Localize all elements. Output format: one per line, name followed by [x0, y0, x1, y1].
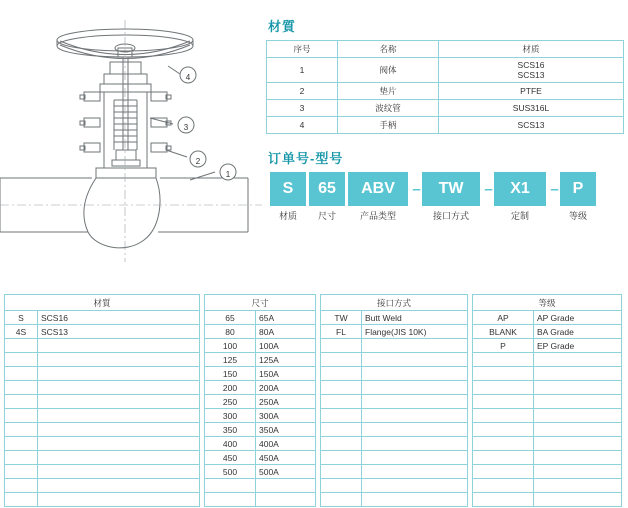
- cell-value: [362, 409, 468, 423]
- table-row: [5, 325, 200, 339]
- order-label-gap-1: [411, 209, 422, 222]
- cell-code: TW: [321, 311, 362, 325]
- table-row: [473, 311, 622, 325]
- table-header-row: [321, 295, 468, 311]
- cell-code: [205, 493, 256, 507]
- order-label-gap-2: [483, 209, 494, 222]
- cell-code: [5, 479, 38, 493]
- cell-code: 200: [205, 381, 256, 395]
- table-row: [267, 117, 624, 134]
- table-row: [321, 409, 468, 423]
- cell-code: [321, 367, 362, 381]
- cell-value: SCS16: [38, 311, 200, 325]
- order-code-size[interactable]: 65: [309, 172, 345, 206]
- cell-code: 250: [205, 395, 256, 409]
- cell-code: [205, 479, 256, 493]
- cell-value: [256, 493, 316, 507]
- table-row: [205, 395, 316, 409]
- table-row: [321, 423, 468, 437]
- table-row: [473, 381, 622, 395]
- col-header-grade-options: 等级: [473, 295, 622, 311]
- cell-code: [473, 493, 534, 507]
- cell-value: [38, 451, 200, 465]
- cell-value: [38, 465, 200, 479]
- cell-value: [534, 437, 622, 451]
- cell-code: BLANK: [473, 325, 534, 339]
- cell-value: [362, 381, 468, 395]
- table-row: [473, 353, 622, 367]
- order-code-material[interactable]: S: [270, 172, 306, 206]
- cell-no: 3: [267, 100, 338, 117]
- table-row: [205, 465, 316, 479]
- table-row: [5, 493, 200, 507]
- cell-value: 150A: [256, 367, 316, 381]
- cell-code: [5, 409, 38, 423]
- order-separator-1: –: [412, 180, 421, 198]
- cell-value: 125A: [256, 353, 316, 367]
- cell-code: [473, 381, 534, 395]
- cell-value: [38, 479, 200, 493]
- cell-code: 4S: [5, 325, 38, 339]
- cell-code: [321, 493, 362, 507]
- cell-value: Flange(JIS 10K): [362, 325, 468, 339]
- col-header-no: 序号: [267, 41, 338, 58]
- table-row: [473, 325, 622, 339]
- order-code-grade[interactable]: P: [560, 172, 596, 206]
- cell-code: [5, 465, 38, 479]
- col-header-name: 名称: [338, 41, 439, 58]
- cell-name: 垫片: [338, 83, 439, 100]
- table-row: [5, 311, 200, 325]
- order-label-row: [270, 209, 626, 222]
- cell-value: [38, 395, 200, 409]
- table-header-row: [267, 41, 624, 58]
- cell-no: 2: [267, 83, 338, 100]
- cell-name: 阀体: [338, 58, 439, 83]
- order-code-connection[interactable]: TW: [422, 172, 480, 206]
- cell-value: [362, 353, 468, 367]
- cell-code: [321, 465, 362, 479]
- table-row: [205, 367, 316, 381]
- cell-code: S: [5, 311, 38, 325]
- order-separator-2: –: [484, 180, 493, 198]
- order-label-material: 材质: [278, 211, 297, 221]
- order-section-title: 订单号-型号: [268, 151, 344, 166]
- table-header-row: [5, 295, 200, 311]
- cell-value: [38, 423, 200, 437]
- order-code-type[interactable]: ABV: [348, 172, 408, 206]
- table-row: [267, 58, 624, 83]
- cell-value: 100A: [256, 339, 316, 353]
- cell-code: [5, 437, 38, 451]
- table-row: [321, 451, 468, 465]
- table-row: [5, 451, 200, 465]
- cell-code: 300: [205, 409, 256, 423]
- cell-code: [473, 451, 534, 465]
- cell-value: [534, 479, 622, 493]
- table-row: [205, 381, 316, 395]
- cell-code: [473, 395, 534, 409]
- cell-value: [362, 395, 468, 409]
- table-row: [205, 451, 316, 465]
- connection-options-table: [320, 294, 468, 507]
- col-header-connection-options: 接口方式: [321, 295, 468, 311]
- cell-value: 200A: [256, 381, 316, 395]
- table-row: [5, 367, 200, 381]
- cell-value: 350A: [256, 423, 316, 437]
- table-row: [473, 493, 622, 507]
- table-header-row: [473, 295, 622, 311]
- grade-options-table: [472, 294, 622, 507]
- col-header-material: 材质: [439, 41, 624, 58]
- cell-code: [473, 465, 534, 479]
- cell-name: 手柄: [338, 117, 439, 134]
- table-row: [205, 325, 316, 339]
- cell-no: 4: [267, 117, 338, 134]
- table-row: [473, 409, 622, 423]
- table-row: [205, 353, 316, 367]
- table-row: [267, 100, 624, 117]
- table-row: [321, 465, 468, 479]
- valve-drawing: [0, 0, 262, 285]
- cell-value: [534, 367, 622, 381]
- cell-material: [439, 58, 624, 83]
- table-row: [321, 395, 468, 409]
- cell-code: [321, 409, 362, 423]
- cell-value: [362, 437, 468, 451]
- table-row: [5, 479, 200, 493]
- cell-code: [473, 423, 534, 437]
- table-row: [321, 381, 468, 395]
- table-row: [5, 409, 200, 423]
- table-row: [473, 437, 622, 451]
- cell-code: [473, 409, 534, 423]
- size-options-table: [204, 294, 316, 507]
- cell-code: [321, 451, 362, 465]
- cell-value: 65A: [256, 311, 316, 325]
- table-row: [5, 353, 200, 367]
- cell-value: 500A: [256, 465, 316, 479]
- cell-code: [321, 339, 362, 353]
- cell-code: FL: [321, 325, 362, 339]
- table-row: [5, 339, 200, 353]
- cell-material-line2: SCS13: [517, 70, 545, 80]
- order-separator-3: –: [550, 180, 559, 198]
- cell-value: [534, 353, 622, 367]
- cell-value: BA Grade: [534, 325, 622, 339]
- order-label-connection: 接口方式: [432, 211, 469, 221]
- cell-code: AP: [473, 311, 534, 325]
- cell-code: [5, 423, 38, 437]
- cell-value: [534, 381, 622, 395]
- table-row: [321, 367, 468, 381]
- order-label-type: 产品类型: [359, 211, 396, 221]
- cell-value: [38, 353, 200, 367]
- cell-value: [362, 423, 468, 437]
- callout-2: 2: [195, 157, 201, 167]
- cell-code: 100: [205, 339, 256, 353]
- cell-code: [473, 367, 534, 381]
- cell-value: [534, 423, 622, 437]
- cell-code: [321, 437, 362, 451]
- table-row: [321, 493, 468, 507]
- cell-value: [256, 479, 316, 493]
- table-row: [205, 311, 316, 325]
- table-row: [205, 423, 316, 437]
- material-options-table: [4, 294, 200, 507]
- cell-code: [473, 479, 534, 493]
- cell-value: 400A: [256, 437, 316, 451]
- cell-code: [5, 353, 38, 367]
- cell-value: [362, 493, 468, 507]
- cell-code: 125: [205, 353, 256, 367]
- table-row: [205, 493, 316, 507]
- order-code-custom[interactable]: X1: [494, 172, 546, 206]
- cell-value: [534, 451, 622, 465]
- order-label-grade: 等级: [568, 211, 587, 221]
- table-row: [321, 339, 468, 353]
- cell-code: 150: [205, 367, 256, 381]
- cell-material: SUS316L: [439, 100, 624, 117]
- col-header-size-options: 尺寸: [205, 295, 316, 311]
- table-row: [321, 325, 468, 339]
- cell-value: 250A: [256, 395, 316, 409]
- cell-code: [321, 479, 362, 493]
- order-label-size: 尺寸: [317, 211, 336, 221]
- table-row: [321, 311, 468, 325]
- table-header-row: [205, 295, 316, 311]
- cell-material: SCS13: [439, 117, 624, 134]
- material-table: [266, 40, 624, 134]
- table-row: [321, 479, 468, 493]
- callout-1: 1: [225, 170, 231, 180]
- cell-code: 65: [205, 311, 256, 325]
- order-code-row: [270, 172, 626, 206]
- cell-code: [5, 339, 38, 353]
- table-row: [473, 451, 622, 465]
- order-label-gap-3: [549, 209, 560, 222]
- cell-value: [534, 465, 622, 479]
- cell-code: [5, 395, 38, 409]
- cell-material-line1: SCS16: [517, 60, 545, 70]
- cell-value: [38, 367, 200, 381]
- table-row: [205, 409, 316, 423]
- cell-value: [362, 339, 468, 353]
- cell-name: 波纹管: [338, 100, 439, 117]
- table-row: [473, 479, 622, 493]
- cell-code: [321, 395, 362, 409]
- cell-value: [534, 409, 622, 423]
- cell-value: 450A: [256, 451, 316, 465]
- cell-value: [38, 493, 200, 507]
- cell-code: P: [473, 339, 534, 353]
- table-row: [205, 479, 316, 493]
- cell-value: SCS13: [38, 325, 200, 339]
- table-row: [473, 395, 622, 409]
- col-header-material-options: 材質: [5, 295, 200, 311]
- cell-code: [5, 381, 38, 395]
- table-row: [321, 437, 468, 451]
- cell-value: [362, 451, 468, 465]
- cell-code: [5, 493, 38, 507]
- cell-code: [5, 451, 38, 465]
- cell-value: Butt Weld: [362, 311, 468, 325]
- cell-value: [362, 465, 468, 479]
- cell-code: [473, 437, 534, 451]
- cell-material: PTFE: [439, 83, 624, 100]
- cell-value: [534, 395, 622, 409]
- cell-code: 350: [205, 423, 256, 437]
- cell-value: [362, 479, 468, 493]
- cell-value: [38, 437, 200, 451]
- table-row: [5, 423, 200, 437]
- cell-value: [534, 493, 622, 507]
- cell-value: [362, 367, 468, 381]
- table-row: [321, 353, 468, 367]
- table-row: [5, 437, 200, 451]
- cell-value: [38, 409, 200, 423]
- cell-code: [321, 353, 362, 367]
- table-row: [205, 339, 316, 353]
- table-row: [473, 423, 622, 437]
- table-row: [267, 83, 624, 100]
- cell-code: [321, 381, 362, 395]
- material-section-title: 材質: [268, 19, 297, 34]
- table-row: [473, 339, 622, 353]
- cell-value: [38, 381, 200, 395]
- cell-code: [321, 423, 362, 437]
- callout-3: 3: [183, 123, 189, 133]
- cell-code: 80: [205, 325, 256, 339]
- cell-value: 80A: [256, 325, 316, 339]
- cell-value: [38, 339, 200, 353]
- callout-4: 4: [185, 73, 191, 83]
- table-row: [473, 367, 622, 381]
- table-row: [5, 395, 200, 409]
- order-label-custom: 定制: [510, 211, 529, 221]
- table-row: [205, 437, 316, 451]
- table-row: [473, 465, 622, 479]
- table-row: [5, 465, 200, 479]
- cell-no: 1: [267, 58, 338, 83]
- cell-code: 400: [205, 437, 256, 451]
- cell-code: 450: [205, 451, 256, 465]
- cell-value: AP Grade: [534, 311, 622, 325]
- cell-value: EP Grade: [534, 339, 622, 353]
- cell-code: [473, 353, 534, 367]
- cell-code: [5, 367, 38, 381]
- cell-value: 300A: [256, 409, 316, 423]
- table-row: [5, 381, 200, 395]
- cell-code: 500: [205, 465, 256, 479]
